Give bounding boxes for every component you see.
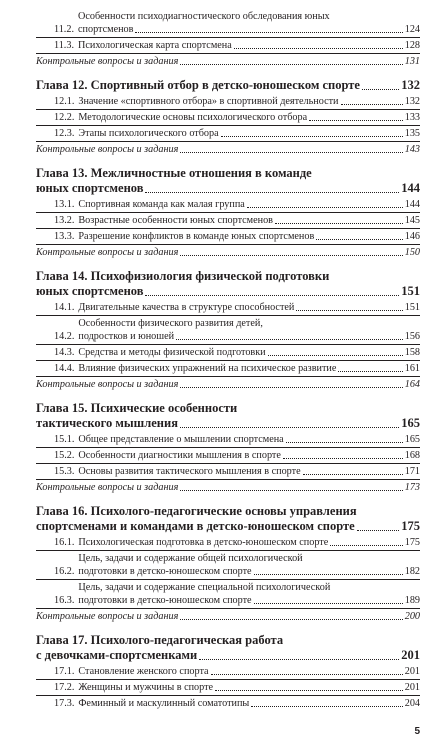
section-list: [36, 9, 420, 69]
section-title: Спортивная команда как малая группа: [78, 199, 245, 210]
section-number: 15.1.: [54, 434, 75, 445]
chapter-title-line: Глава 12. Спортивный отбор в детско-юношеском спорте: [36, 78, 360, 92]
section-title: Двигательные качества в структуре способностей: [78, 302, 295, 313]
section-title: Особенности физического развития детей,: [78, 318, 263, 329]
chapter-title-line: с девочками-спортсменками: [36, 648, 198, 662]
page-ref: 158: [404, 347, 420, 358]
chapter-block: [36, 78, 420, 157]
chapter-title[interactable]: [36, 401, 420, 431]
section-entry[interactable]: [36, 9, 420, 37]
section-title: Влияние физических упражнений на психическое развитие: [78, 363, 337, 374]
section-title: подготовки в детско-юношеском спорте: [78, 566, 252, 577]
page-ref: 161: [404, 363, 420, 374]
dot-leader: [286, 442, 403, 443]
dot-leader: [176, 339, 403, 340]
section-title: Основы развития тактического мышления в спорте: [78, 466, 301, 477]
chapter-title-line: Глава 13. Межличностные отношения в команде: [36, 166, 312, 180]
section-list: [36, 94, 420, 157]
dot-leader: [247, 207, 403, 208]
chapter-title-line: Глава 17. Психолого-педагогическая работа: [36, 633, 284, 647]
control-questions-entry[interactable]: [36, 141, 420, 157]
page-ref: 145: [404, 215, 420, 226]
dot-leader: [283, 458, 403, 459]
dot-leader: [215, 690, 403, 691]
control-questions-label: Контрольные вопросы и задания: [36, 247, 179, 258]
section-number: 15.3.: [54, 466, 75, 477]
page-ref: 175: [401, 519, 420, 533]
page-ref: 124: [404, 24, 420, 35]
page-ref: 146: [404, 231, 420, 242]
section-entry[interactable]: [36, 300, 420, 315]
page-ref: 151: [404, 302, 420, 313]
section-list: [36, 664, 420, 711]
dot-leader: [268, 355, 403, 356]
chapter-block: [36, 9, 420, 69]
section-title: Этапы психологического отбора: [78, 128, 219, 139]
section-title: Методологические основы психологического отбора: [78, 112, 308, 123]
section-number: 16.2.: [54, 566, 75, 577]
section-number: 16.3.: [54, 595, 75, 606]
dot-leader: [199, 659, 399, 660]
section-title: Разрешение конфликтов в команде юных спортсменов: [78, 231, 315, 242]
chapter-block: [36, 166, 420, 260]
dot-leader: [254, 574, 403, 575]
section-title: Значение «спортивного отбора» в спортивной деятельности: [78, 96, 339, 107]
page-ref: 165: [401, 416, 420, 430]
chapter-title[interactable]: [36, 166, 420, 196]
page-ref: 189: [404, 595, 420, 606]
page-number: 5: [414, 726, 420, 737]
page-ref: 143: [404, 144, 420, 155]
page-ref: 144: [404, 199, 420, 210]
section-title: Психологическая карта спортсмена: [78, 40, 232, 51]
control-questions-label: Контрольные вопросы и задания: [36, 379, 179, 390]
page-ref: 150: [404, 247, 420, 258]
page-ref: 201: [404, 666, 420, 677]
page-ref: 131: [404, 56, 420, 67]
section-entry[interactable]: [36, 212, 420, 228]
chapter-title-line: Глава 15. Психические особенности: [36, 401, 238, 415]
section-entry[interactable]: [36, 447, 420, 463]
section-entry[interactable]: [36, 94, 420, 109]
chapter-title-line: юных спортсменов: [36, 181, 144, 195]
section-title: Цель, задачи и содержание специальной психологической: [78, 582, 331, 593]
dot-leader: [211, 674, 403, 675]
page-ref: 175: [404, 537, 420, 548]
dot-leader: [135, 32, 402, 33]
section-entry[interactable]: [36, 228, 420, 244]
section-number: 15.2.: [54, 450, 75, 461]
dot-leader: [180, 490, 402, 491]
dot-leader: [234, 48, 403, 49]
dot-leader: [180, 619, 402, 620]
page-ref: 201: [404, 682, 420, 693]
dot-leader: [303, 474, 403, 475]
section-number: 14.4.: [54, 363, 75, 374]
page-ref: 200: [404, 611, 420, 622]
page-ref: 132: [404, 96, 420, 107]
chapter-title[interactable]: [36, 504, 420, 534]
section-entry[interactable]: [36, 535, 420, 550]
dot-leader: [180, 64, 402, 65]
section-entry[interactable]: [36, 579, 420, 608]
section-title: Возрастные особенности юных спортсменов: [78, 215, 273, 226]
chapter-title[interactable]: [36, 78, 420, 93]
section-entry[interactable]: [36, 360, 420, 376]
section-list: [36, 535, 420, 624]
section-entry[interactable]: [36, 125, 420, 141]
dot-leader: [341, 104, 403, 105]
dot-leader: [145, 295, 399, 296]
section-title: Феминный и маскулинный соматотипы: [78, 698, 250, 709]
chapter-title-line: Глава 14. Психофизиология физической подготовки: [36, 269, 330, 283]
section-entry[interactable]: [36, 344, 420, 360]
dot-leader: [275, 223, 403, 224]
section-list: [36, 432, 420, 495]
section-title: подготовки в детско-юношеском спорте: [78, 595, 252, 606]
section-list: [36, 197, 420, 260]
section-title: Средства и методы физической подготовки: [78, 347, 266, 358]
section-entry[interactable]: [36, 315, 420, 344]
section-number: 13.1.: [54, 199, 75, 210]
section-title: Становление женского спорта: [78, 666, 209, 677]
page-ref: 204: [404, 698, 420, 709]
control-questions-label: Контрольные вопросы и задания: [36, 482, 179, 493]
dot-leader: [316, 239, 402, 240]
page-ref: 156: [404, 331, 420, 342]
section-title: Общее представление о мышлении спортсмена: [78, 434, 284, 445]
section-number: 13.3.: [54, 231, 75, 242]
page-ref: 171: [404, 466, 420, 477]
dot-leader: [296, 310, 402, 311]
section-number: 17.2.: [54, 682, 75, 693]
dot-leader: [221, 136, 403, 137]
section-title: Особенности психодиагностического обследования юных: [78, 11, 330, 22]
section-entry[interactable]: [36, 695, 420, 711]
dot-leader: [180, 152, 402, 153]
section-number: 17.3.: [54, 698, 75, 709]
dot-leader: [180, 255, 402, 256]
dot-leader: [330, 545, 402, 546]
section-title: спортсменов: [78, 24, 134, 35]
control-questions-entry[interactable]: [36, 479, 420, 495]
section-number: 12.2.: [54, 112, 75, 123]
dot-leader: [251, 706, 402, 707]
control-questions-entry[interactable]: [36, 53, 420, 69]
chapter-title[interactable]: [36, 633, 420, 663]
chapter-title-line: юных спортсменов: [36, 284, 144, 298]
section-number: 11.2.: [54, 24, 74, 35]
section-number: 16.1.: [54, 537, 75, 548]
section-title: Особенности диагностики мышления в спорте: [78, 450, 281, 461]
dot-leader: [180, 427, 399, 428]
section-entry[interactable]: [36, 550, 420, 579]
control-questions-entry[interactable]: [36, 608, 420, 624]
chapter-block: [36, 633, 420, 711]
section-number: 14.1.: [54, 302, 75, 313]
page-ref: 201: [401, 648, 420, 662]
chapter-title-line: Глава 16. Психолого-педагогические основы управления: [36, 504, 357, 518]
chapter-block: [36, 269, 420, 392]
section-entry[interactable]: [36, 109, 420, 125]
page-ref: 165: [404, 434, 420, 445]
page-ref: 128: [404, 40, 420, 51]
control-questions-label: Контрольные вопросы и задания: [36, 144, 179, 155]
section-number: 11.3.: [54, 40, 74, 51]
section-entry[interactable]: [36, 432, 420, 447]
page-ref: 133: [404, 112, 420, 123]
page-ref: 132: [401, 78, 420, 92]
page-ref: 151: [401, 284, 420, 298]
page-ref: 164: [404, 379, 420, 390]
dot-leader: [357, 530, 400, 531]
dot-leader: [309, 120, 403, 121]
section-number: 12.3.: [54, 128, 75, 139]
dot-leader: [145, 192, 399, 193]
control-questions-label: Контрольные вопросы и задания: [36, 611, 179, 622]
section-entry[interactable]: [36, 463, 420, 479]
section-number: 12.1.: [54, 96, 75, 107]
section-number: 14.2.: [54, 331, 75, 342]
section-entry[interactable]: [36, 664, 420, 679]
page-ref: 182: [404, 566, 420, 577]
chapter-block: [36, 504, 420, 624]
chapter-title[interactable]: [36, 269, 420, 299]
section-title: Женщины и мужчины в спорте: [78, 682, 214, 693]
section-number: 17.1.: [54, 666, 75, 677]
dot-leader: [362, 89, 399, 90]
section-entry[interactable]: [36, 679, 420, 695]
control-questions-entry[interactable]: [36, 244, 420, 260]
page-ref: 173: [404, 482, 420, 493]
section-title: Цель, задачи и содержание общей психологической: [78, 553, 303, 564]
section-number: 13.2.: [54, 215, 75, 226]
section-list: [36, 300, 420, 392]
section-title: подростков и юношей: [78, 331, 175, 342]
section-title: Психологическая подготовка в детско-юношеском спорте: [78, 537, 329, 548]
dot-leader: [338, 371, 402, 372]
chapter-block: [36, 401, 420, 495]
control-questions-entry[interactable]: [36, 376, 420, 392]
table-of-contents: [36, 9, 420, 720]
section-entry[interactable]: [36, 197, 420, 212]
chapter-title-line: тактического мышления: [36, 416, 178, 430]
dot-leader: [180, 387, 402, 388]
page-ref: 144: [401, 181, 420, 195]
section-entry[interactable]: [36, 37, 420, 53]
page-ref: 168: [404, 450, 420, 461]
chapter-title-line: спортсменами и командами в детско-юношеском спорте: [36, 519, 355, 533]
page-ref: 135: [404, 128, 420, 139]
section-number: 14.3.: [54, 347, 75, 358]
control-questions-label: Контрольные вопросы и задания: [36, 56, 179, 67]
dot-leader: [254, 603, 403, 604]
